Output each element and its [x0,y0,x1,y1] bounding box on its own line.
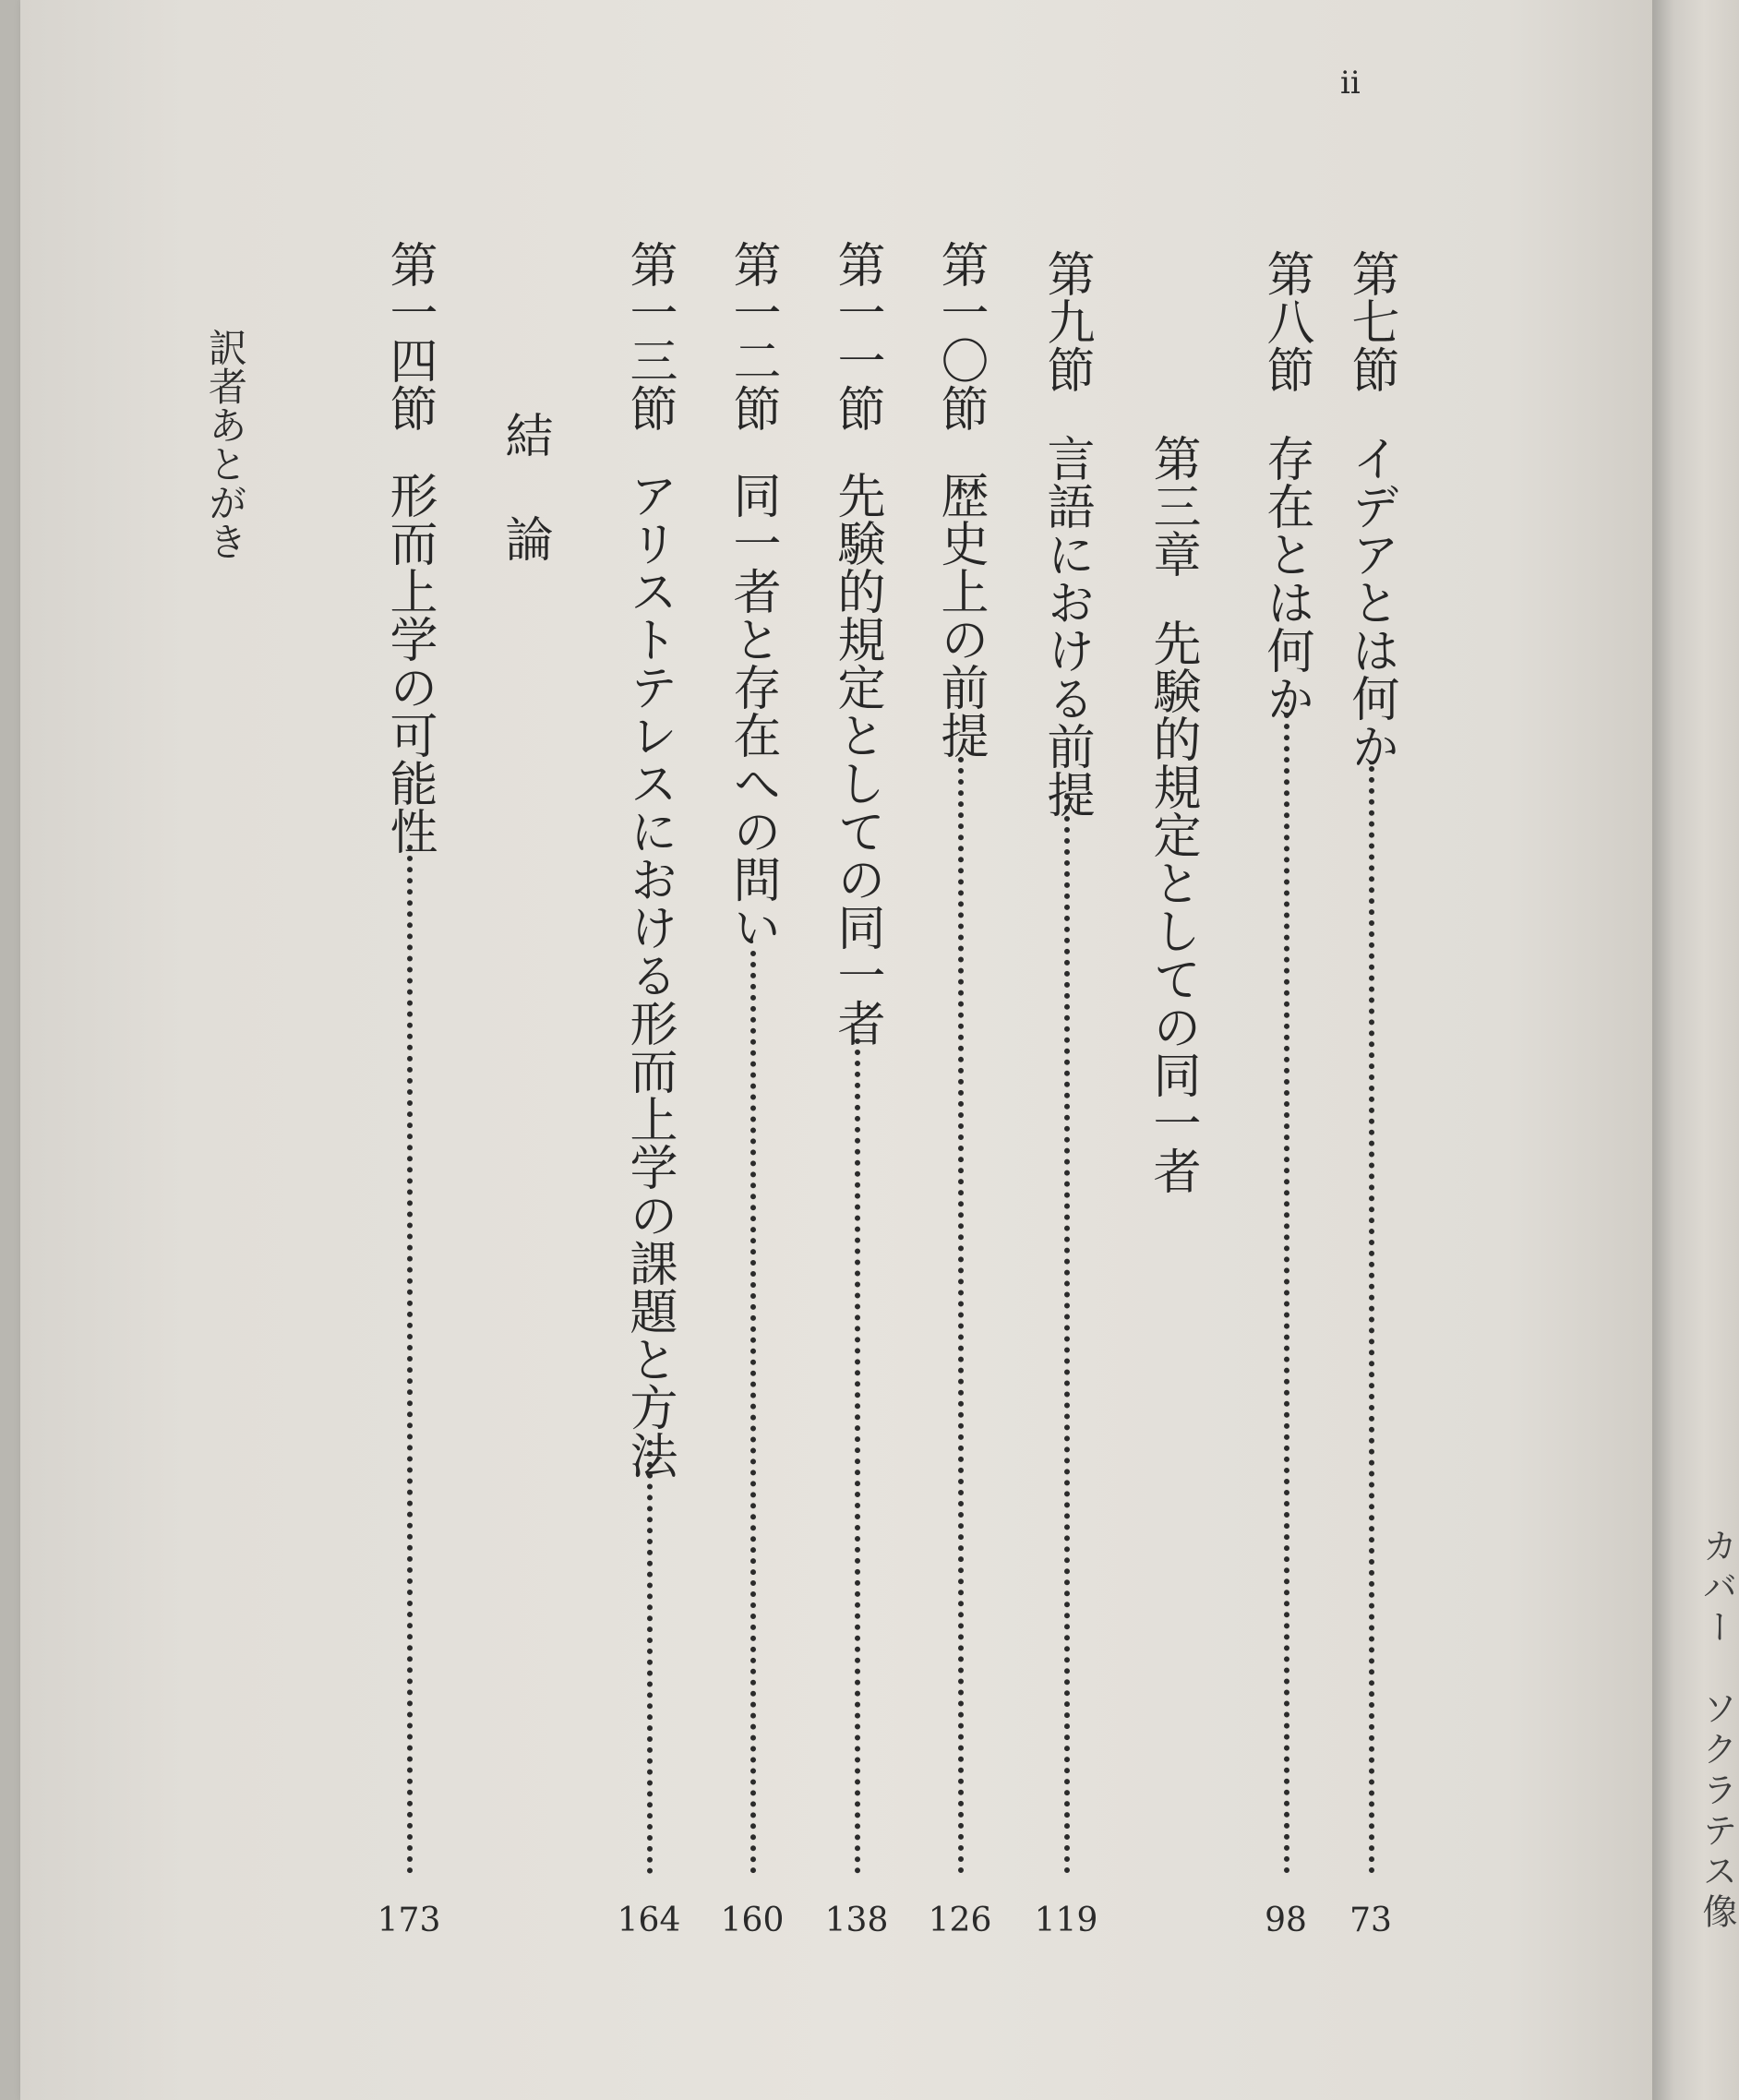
section-label: 第一〇節 [932,240,988,432]
section-label: 第一三節 [621,240,677,432]
conclusion-heading [489,0,559,2100]
section-label: 第一四節 [381,240,437,432]
section-title: 歴史上の前提 [932,471,988,759]
section-label: 第八節 [1258,249,1313,393]
section-label: 第一一節 [829,240,884,432]
leader-dots [958,757,964,1874]
chapter-label: 第三章 [1145,434,1200,578]
toc-entry-10 [925,0,995,2100]
leader-dots [1064,794,1070,1874]
section-title: 言語における前提 [1038,434,1094,818]
translator-afterword: 訳者あとがき [203,328,248,560]
toc-entry-8 [1251,0,1321,2100]
leader-dots [1369,766,1374,1874]
page-number: 160 [720,1902,785,1939]
chapter-heading [1137,0,1207,2100]
leader-dots [855,1038,860,1874]
toc-entry-11 [822,0,892,2100]
leader-dots [750,951,756,1874]
page-number: 98 [1265,1902,1307,1939]
page-number: 73 [1349,1902,1392,1939]
leader-dots [1284,702,1289,1874]
cover-credit-text: カバー ソクラテス像 [1697,1528,1737,1934]
section-title: イデアとは何か [1343,434,1398,770]
section-title: 同一者と存在への問い [725,471,780,951]
section-title: 存在とは何か [1258,434,1313,722]
section-label: 第九節 [1038,249,1094,393]
page-number: 138 [824,1902,889,1939]
page-number: 126 [928,1902,992,1939]
conclusion-label: 結論 [497,411,552,618]
toc-entry-13 [614,0,684,2100]
leader-dots [407,845,413,1874]
section-label: 第一二節 [725,240,780,432]
toc-page [20,0,1673,2100]
section-title: 先験的規定としての同一者 [829,471,884,1047]
page-number: 173 [377,1902,441,1939]
page-number: 119 [1034,1902,1098,1939]
toc-entry-9 [1031,0,1101,2100]
toc-entry-14 [374,0,444,2100]
toc-entry-7 [1336,0,1406,2100]
section-title: アリストテレスにおける形而上学の課題と方法 [621,471,677,1479]
page-folio: ii [1340,65,1361,102]
toc-entry-12 [717,0,787,2100]
leader-dots [647,1440,653,1874]
chapter-title: 先験的規定としての同一者 [1145,618,1200,1194]
page-number: 164 [617,1902,681,1939]
section-title: 形而上学の可能性 [381,471,437,855]
section-label: 第七節 [1343,249,1398,393]
